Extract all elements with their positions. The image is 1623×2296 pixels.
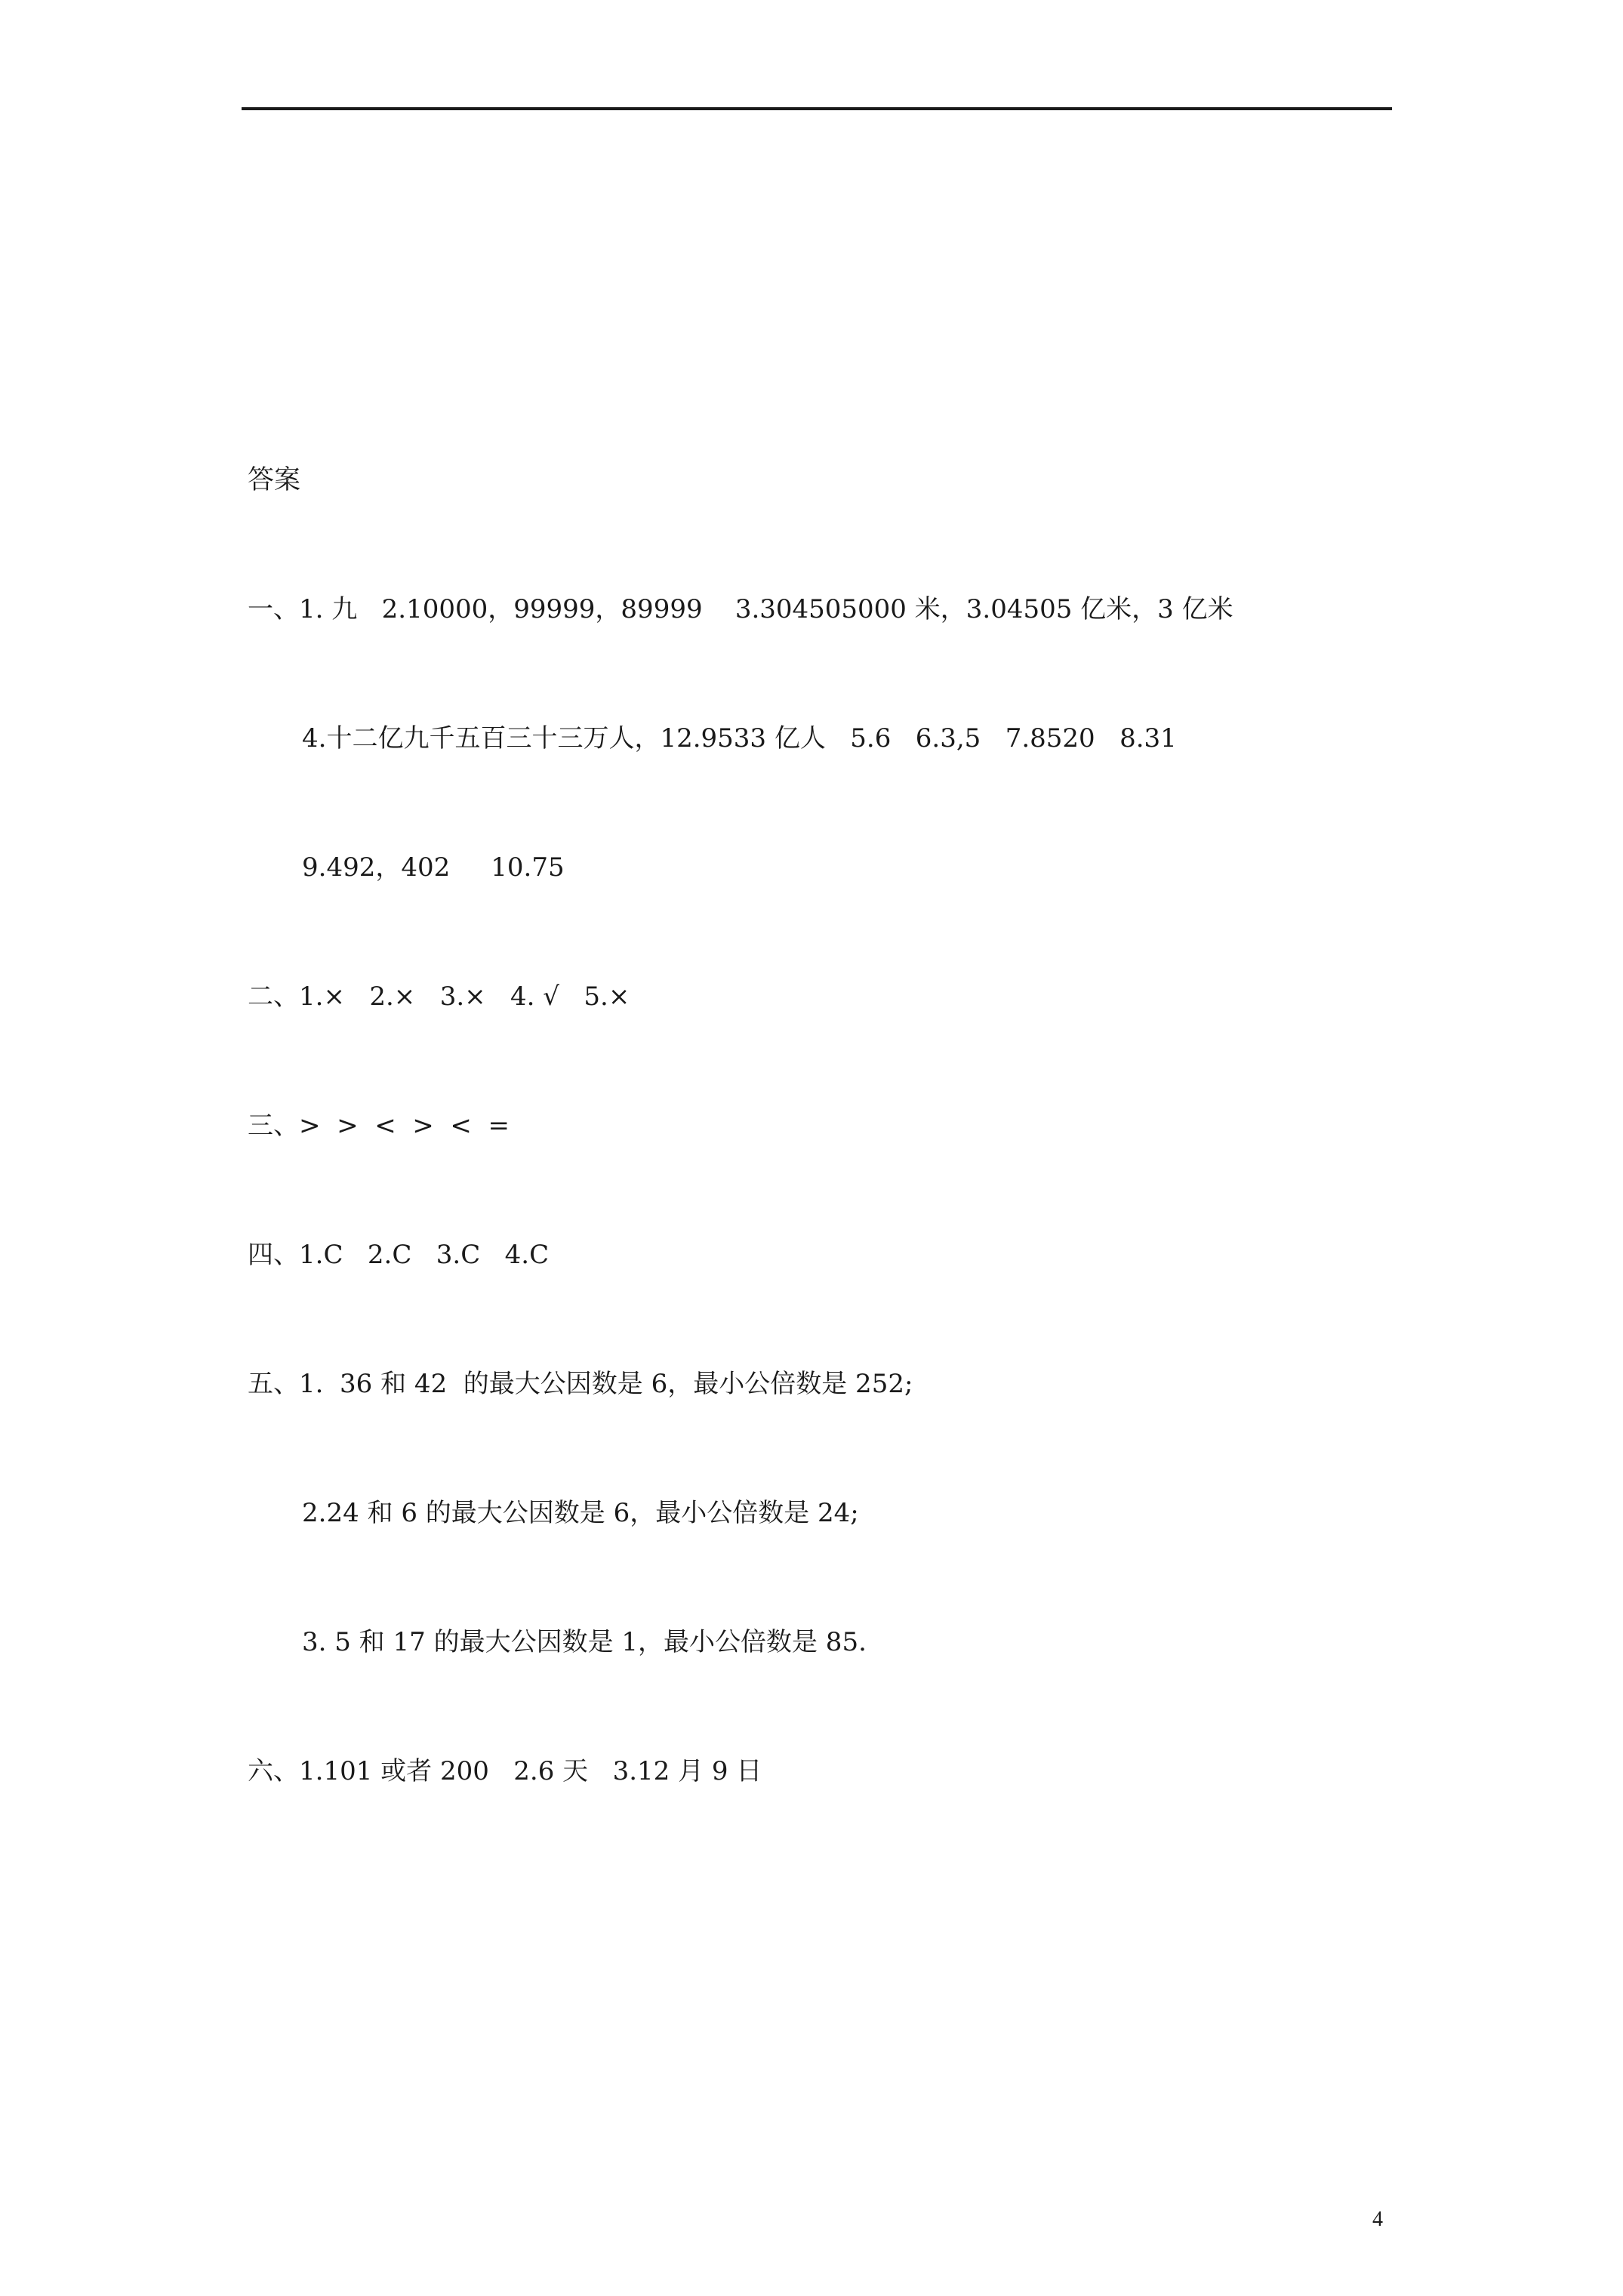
answer-line-4: 二、1.× 2.× 3.× 4. √ 5.× [248,982,630,1012]
answer-line-5: 三、> > < > < = [248,1111,510,1141]
answer-title: 答案 [248,465,301,495]
page-number: 4 [1372,2208,1383,2231]
answer-line-2: 4.十二亿九千五百三十三万人，12.9533 亿人 5.6 6.3,5 7.8520 8.31 [302,723,1177,754]
answer-line-7: 五、1. 36 和 42 的最大公因数是 6，最小公倍数是 252; [248,1369,913,1399]
answer-line-10: 六、1.101 或者 200 2.6 天 3.12 月 9 日 [248,1756,762,1786]
header-rule [242,107,1392,110]
answer-line-3: 9.492，402 10.75 [302,852,565,883]
answer-line-6: 四、1.C 2.C 3.C 4.C [248,1240,550,1270]
answer-section [248,373,1233,1836]
answer-line-8: 2.24 和 6 的最大公因数是 6，最小公倍数是 24; [302,1498,859,1528]
answer-line-1: 一、1. 九 2.10000，99999，89999 3.304505000 米，3.04505 亿米，3 亿米 [248,594,1233,624]
answer-line-9: 3. 5 和 17 的最大公因数是 1，最小公倍数是 85. [302,1627,867,1657]
